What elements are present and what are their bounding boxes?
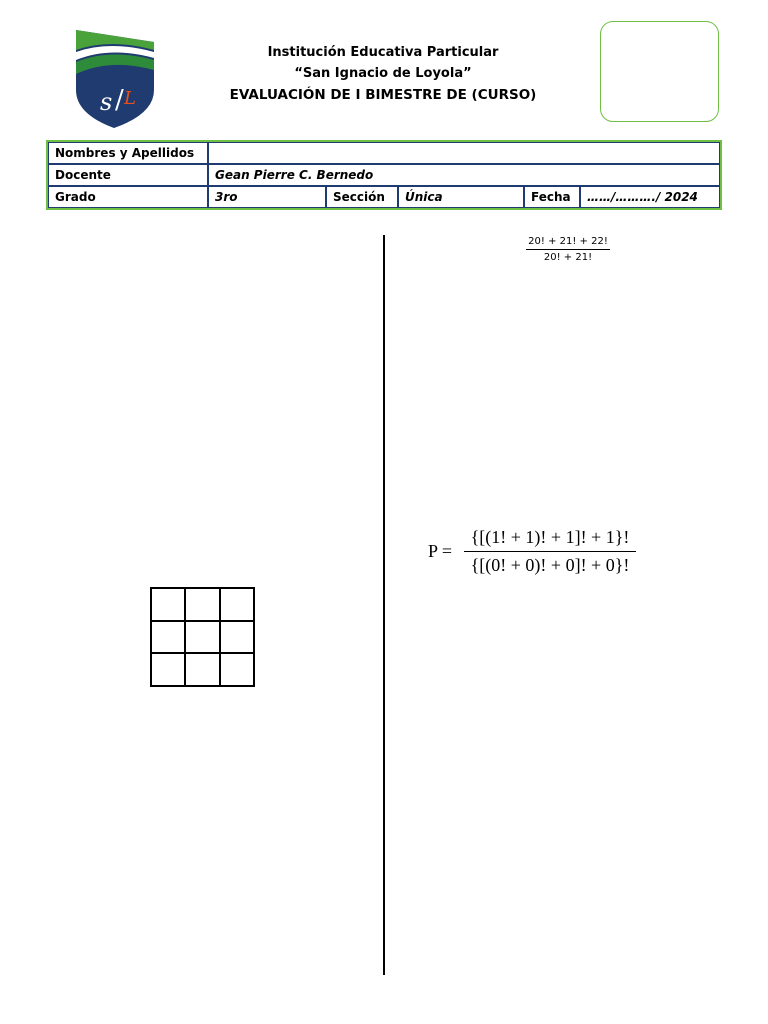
column-divider bbox=[383, 235, 385, 975]
institution-title: Institución Educativa Particular bbox=[267, 45, 499, 60]
teacher-label: Docente bbox=[48, 164, 208, 186]
date-label: Fecha bbox=[524, 186, 580, 208]
table-row bbox=[48, 142, 720, 164]
student-info-table bbox=[46, 140, 722, 210]
grid-cell[interactable] bbox=[220, 621, 254, 654]
svg-text:s: s bbox=[100, 88, 113, 116]
formula-p-label: P = bbox=[428, 541, 452, 561]
factorial-fraction bbox=[524, 236, 612, 263]
grid-cell[interactable] bbox=[220, 588, 254, 621]
magic-square-grid bbox=[150, 587, 255, 687]
formula-p-numerator: {[(1! + 1)! + 1]! + 1}! bbox=[470, 527, 630, 547]
formula-p bbox=[428, 527, 648, 583]
name-field[interactable] bbox=[208, 142, 720, 164]
grid-cell[interactable] bbox=[151, 653, 185, 686]
fraction-denominator: 20! + 21! bbox=[543, 252, 593, 263]
grid-cell[interactable] bbox=[151, 588, 185, 621]
grade-label: Grado bbox=[48, 186, 208, 208]
formula-p-denominator: {[(0! + 0)! + 0]! + 0}! bbox=[470, 555, 630, 575]
name-label: Nombres y Apellidos bbox=[48, 142, 208, 164]
grid-cell[interactable] bbox=[185, 621, 219, 654]
date-field[interactable]: ……/………./ 2024 bbox=[580, 186, 720, 208]
fraction-numerator: 20! + 21! + 22! bbox=[528, 236, 608, 247]
table-row bbox=[48, 186, 720, 208]
table-row bbox=[48, 164, 720, 186]
section-label: Sección bbox=[326, 186, 398, 208]
svg-text:/: / bbox=[115, 85, 124, 115]
teacher-value: Gean Pierre C. Bernedo bbox=[208, 164, 720, 186]
grid-cell[interactable] bbox=[185, 653, 219, 686]
formula-p-fraction bbox=[464, 527, 636, 576]
grade-value: 3ro bbox=[208, 186, 326, 208]
section-value: Única bbox=[398, 186, 524, 208]
photo-box bbox=[600, 21, 719, 122]
grid-cell[interactable] bbox=[220, 653, 254, 686]
grid-cell[interactable] bbox=[185, 588, 219, 621]
grid-cell[interactable] bbox=[151, 621, 185, 654]
exam-title: EVALUACIÓN DE I BIMESTRE DE (CURSO) bbox=[229, 87, 537, 103]
school-name: “San Ignacio de Loyola” bbox=[294, 66, 472, 81]
svg-text:L: L bbox=[124, 88, 136, 109]
formula-p-bar bbox=[464, 551, 636, 552]
school-logo bbox=[70, 28, 158, 128]
